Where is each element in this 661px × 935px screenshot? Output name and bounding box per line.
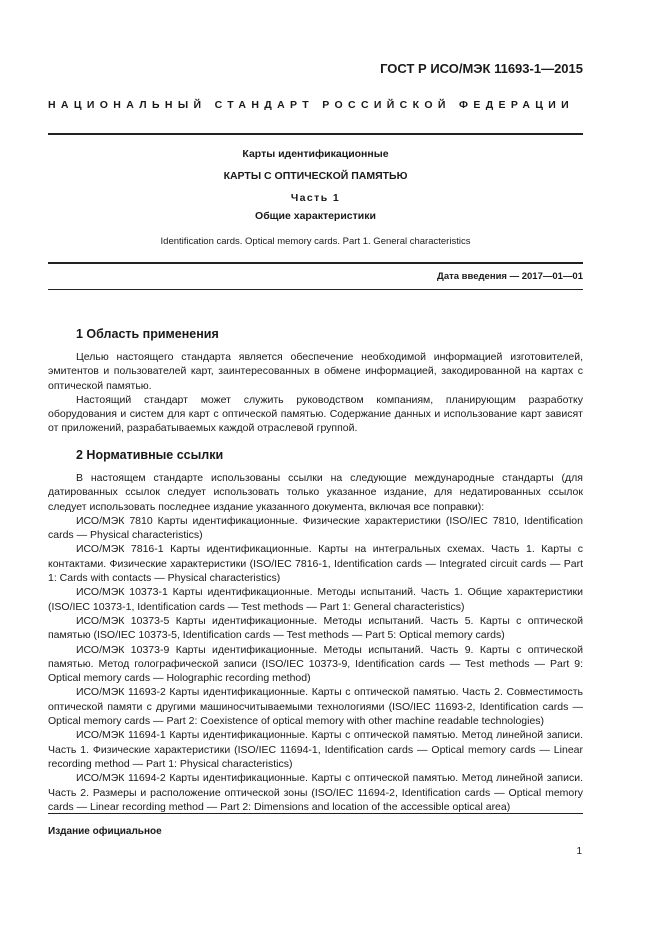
page-number: 1 — [576, 846, 582, 857]
title-english: Identification cards. Optical memory cards. Part 1. General characteristics — [160, 236, 471, 247]
reference-item: ИСО/МЭК 11694-2 Карты идентификационные. Карты с оптической памятью. Метод линейной записи. Часть 2. Размеры и расположение оптической зоны (ISO/IEC 11694-2, Identification cards — Optical memory cards — Linear recording method — Part 2: Dimensions and location of the accessible optical area) — [48, 772, 583, 813]
footer-rule — [48, 813, 583, 814]
paragraph: В настоящем стандарте использованы ссылки на следующие международные стандарты (для датированных ссылок следует использовать только указанное издание, для недатированных ссылок следует использовать последнее издание указанного документа, включая все поправки): — [48, 472, 583, 513]
reference-item: ИСО/МЭК 10373-1 Карты идентификационные. Методы испытаний. Часть 1. Общие характеристики (ISO/IEC 10373-1, Identification cards — Test methods — Part 1: General characteristics) — [48, 586, 583, 613]
section-1-heading: 1 Область применения — [76, 327, 219, 341]
reference-item: ИСО/МЭК 7816-1 Карты идентификационные. Карты на интегральных схемах. Часть 1. Карты с контактами. Физические характеристики (ISO/IEC 7816-1, Identification cards — Integrated circuit cards — Part 1: Cards with contacts — Physical characteristics) — [48, 543, 583, 585]
title-rule — [48, 262, 583, 264]
reference-item: ИСО/МЭК 7810 Карты идентификационные. Физические характеристики (ISO/IEC 7810, Identification cards — Physical characteristics) — [48, 514, 583, 542]
date-rule — [48, 289, 583, 290]
header-rule — [48, 133, 583, 135]
reference-item: ИСО/МЭК 10373-5 Карты идентификационные. Методы испытаний. Часть 5. Карты с оптической памятью (ISO/IEC 10373-5, Identification cards — Test methods — Part 5: Optical memory cards) — [48, 614, 583, 642]
section-1-body — [48, 350, 583, 436]
standard-number: ГОСТ Р ИСО/МЭК 11693-1—2015 — [380, 61, 583, 76]
section-2-heading: 2 Нормативные ссылки — [76, 448, 224, 462]
paragraph: Целью настоящего стандарта является обеспечение необходимой информацией изготовителей, эмитентов и пользователей карт, заинтересованных в обмене информацией, закодированной на картах с оптической памятью. — [48, 351, 583, 392]
title-line-2: КАРТЫ С ОПТИЧЕСКОЙ ПАМЯТЬЮ — [223, 170, 408, 182]
reference-item: ИСО/МЭК 11694-1 Карты идентификационные. Карты с оптической памятью. Метод линейной записи. Часть 1. Физические характеристики (ISO/IEC 11694-1, Identification cards — Optical memory cards — Linear recording method — Part 1: Physical characteristics) — [48, 729, 583, 770]
title-line-1: Карты идентификационные — [242, 148, 389, 160]
paragraph: Настоящий стандарт может служить руководством компаниям, планирующим разработку оборудования и систем для карт с оптической памятью. Содержание данных и использование карт зависят от приложений, разрабатываемых каждой отраслевой группой. — [48, 393, 583, 435]
introduction-date: Дата введения — 2017—01—01 — [437, 271, 583, 282]
reference-item: ИСО/МЭК 11693-2 Карты идентификационные. Карты с оптической памятью. Часть 2. Совместимость оптической памяти с другими машиносчитываемыми технологиями (ISO/IEC 11693-2, Identification cards — Optical memory cards — Part 2: Coexistence of optical memory with other machine readable technologies) — [48, 686, 583, 728]
reference-item: ИСО/МЭК 10373-9 Карты идентификационные. Методы испытаний. Часть 9. Карты с оптической памятью. Метод голографической записи (ISO/IEC 10373-9, Identification cards — Test methods — Part 9: Optical memory cards — Holographic recording method) — [48, 643, 583, 685]
title-subtitle: Общие характеристики — [255, 210, 376, 222]
section-2-body — [48, 471, 583, 814]
title-part: Часть 1 — [290, 192, 341, 204]
national-standard-banner: НАЦИОНАЛЬНЫЙ СТАНДАРТ РОССИЙСКОЙ ФЕДЕРАЦИИ — [48, 99, 575, 111]
official-edition-label: Издание официальное — [48, 826, 162, 837]
